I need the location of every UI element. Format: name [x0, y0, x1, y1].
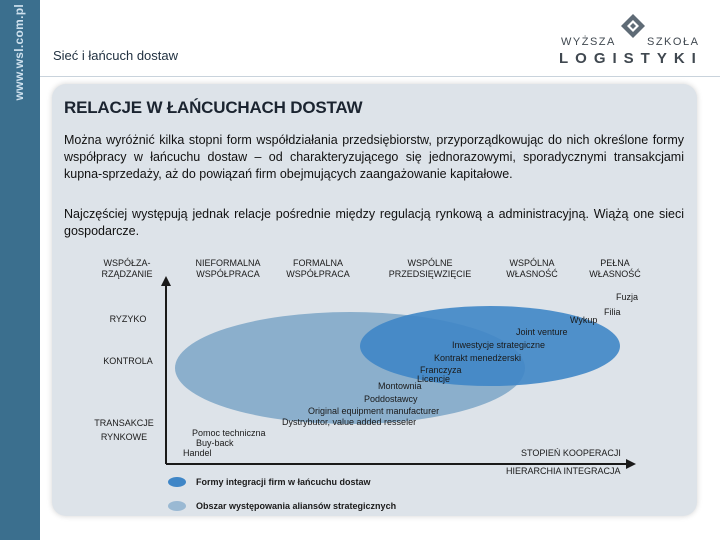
left-label-rynkowe: RYNKOWE — [100, 432, 148, 442]
logo-text-line2: LOGISTYKI — [559, 50, 703, 67]
left-label-transakcje: TRANSAKCJE — [94, 418, 154, 428]
top-label-5: PEŁNA WŁASNOŚĆ — [589, 258, 641, 279]
legend-swatch-alliances — [168, 501, 186, 511]
item-pomoc-techniczna: Pomoc techniczna — [192, 428, 266, 438]
logo-text-line1-left: WYŻSZA — [561, 36, 616, 48]
slide-title: RELACJE W ŁAŃCUCHACH DOSTAW — [64, 98, 363, 117]
item-oem: Original equipment manufacturer — [308, 406, 440, 416]
item-joint-venture: Joint venture — [516, 327, 568, 337]
x-axis-arrowhead — [626, 459, 636, 469]
top-label-2: FORMALNA WSPÓŁPRACA — [286, 258, 350, 279]
top-label-3: WSPÓLNE PRZEDSIĘWZIĘCIE — [388, 258, 472, 279]
sidebar-url-container — [2, 4, 36, 124]
header-divider — [40, 76, 720, 77]
top-label-1: NIEFORMALNA WSPÓŁPRACA — [195, 258, 261, 279]
relations-diagram — [80, 252, 680, 512]
page-header-title: Sieć i łańcuch dostaw — [53, 48, 179, 63]
legend-label-integration: Formy integracji firm w łańcuchu dostaw — [196, 477, 371, 487]
legend-swatch-integration — [168, 477, 186, 487]
x-axis-label: STOPIEŃ KOOPERACJI — [521, 448, 621, 458]
item-inwestycje-strategiczne: Inwestycje strategiczne — [452, 340, 546, 350]
left-label-ryzyko: RYZYKO — [109, 314, 147, 324]
legend-label-alliances: Obszar występowania aliansów strategicznych — [196, 501, 397, 511]
item-kontrakt-menedzerski: Kontrakt menedżerski — [434, 353, 522, 363]
item-wykup: Wykup — [570, 315, 598, 325]
top-label-0: WSPÓŁZA- RZĄDZANIE — [101, 258, 153, 279]
sidebar-url[interactable]: www.wsl.com.pl — [12, 4, 26, 101]
item-filia: Filia — [604, 307, 621, 317]
left-sidebar-band — [0, 0, 40, 540]
item-buy-back: Buy-back — [196, 438, 234, 448]
item-licencje: Licencje — [417, 374, 451, 384]
x-axis-sublabel: HIERARCHIA INTEGRACJA — [506, 466, 621, 476]
item-poddostawcy: Poddostawcy — [364, 394, 418, 404]
item-fuzja: Fuzja — [616, 292, 639, 302]
item-franczyza: Franczyza — [420, 365, 462, 375]
y-axis-arrowhead — [161, 276, 171, 286]
logo-mark-icon — [617, 12, 649, 42]
logo-text-line1-right: SZKOŁA — [647, 36, 700, 48]
left-label-kontrola: KONTROLA — [103, 356, 153, 366]
top-label-4: WSPÓLNA WŁASNOŚĆ — [506, 258, 558, 279]
item-montownia: Montownia — [378, 381, 422, 391]
slide-paragraph-2: Najczęściej występują jednak relacje pośrednie między regulacją rynkową a administracyjną. Wiążą one sieci gospodarcze. — [64, 207, 684, 238]
item-dystrybutor: Dystrybutor, value added resseler — [282, 417, 417, 427]
school-logo — [555, 12, 705, 72]
item-handel: Handel — [183, 448, 212, 458]
slide-paragraph-1: Można wyróżnić kilka stopni form współdziałania przedsiębiorstw, przyporządkowując do nich określone formy współpracy w łańcuchu dostaw – od charakteryzującego się jednorazowymi, sporadycznymi transakcjami kupna-sprzedaży, aż do powiązań firm obejmujących zaangażowanie kapitałowe. — [64, 133, 684, 181]
